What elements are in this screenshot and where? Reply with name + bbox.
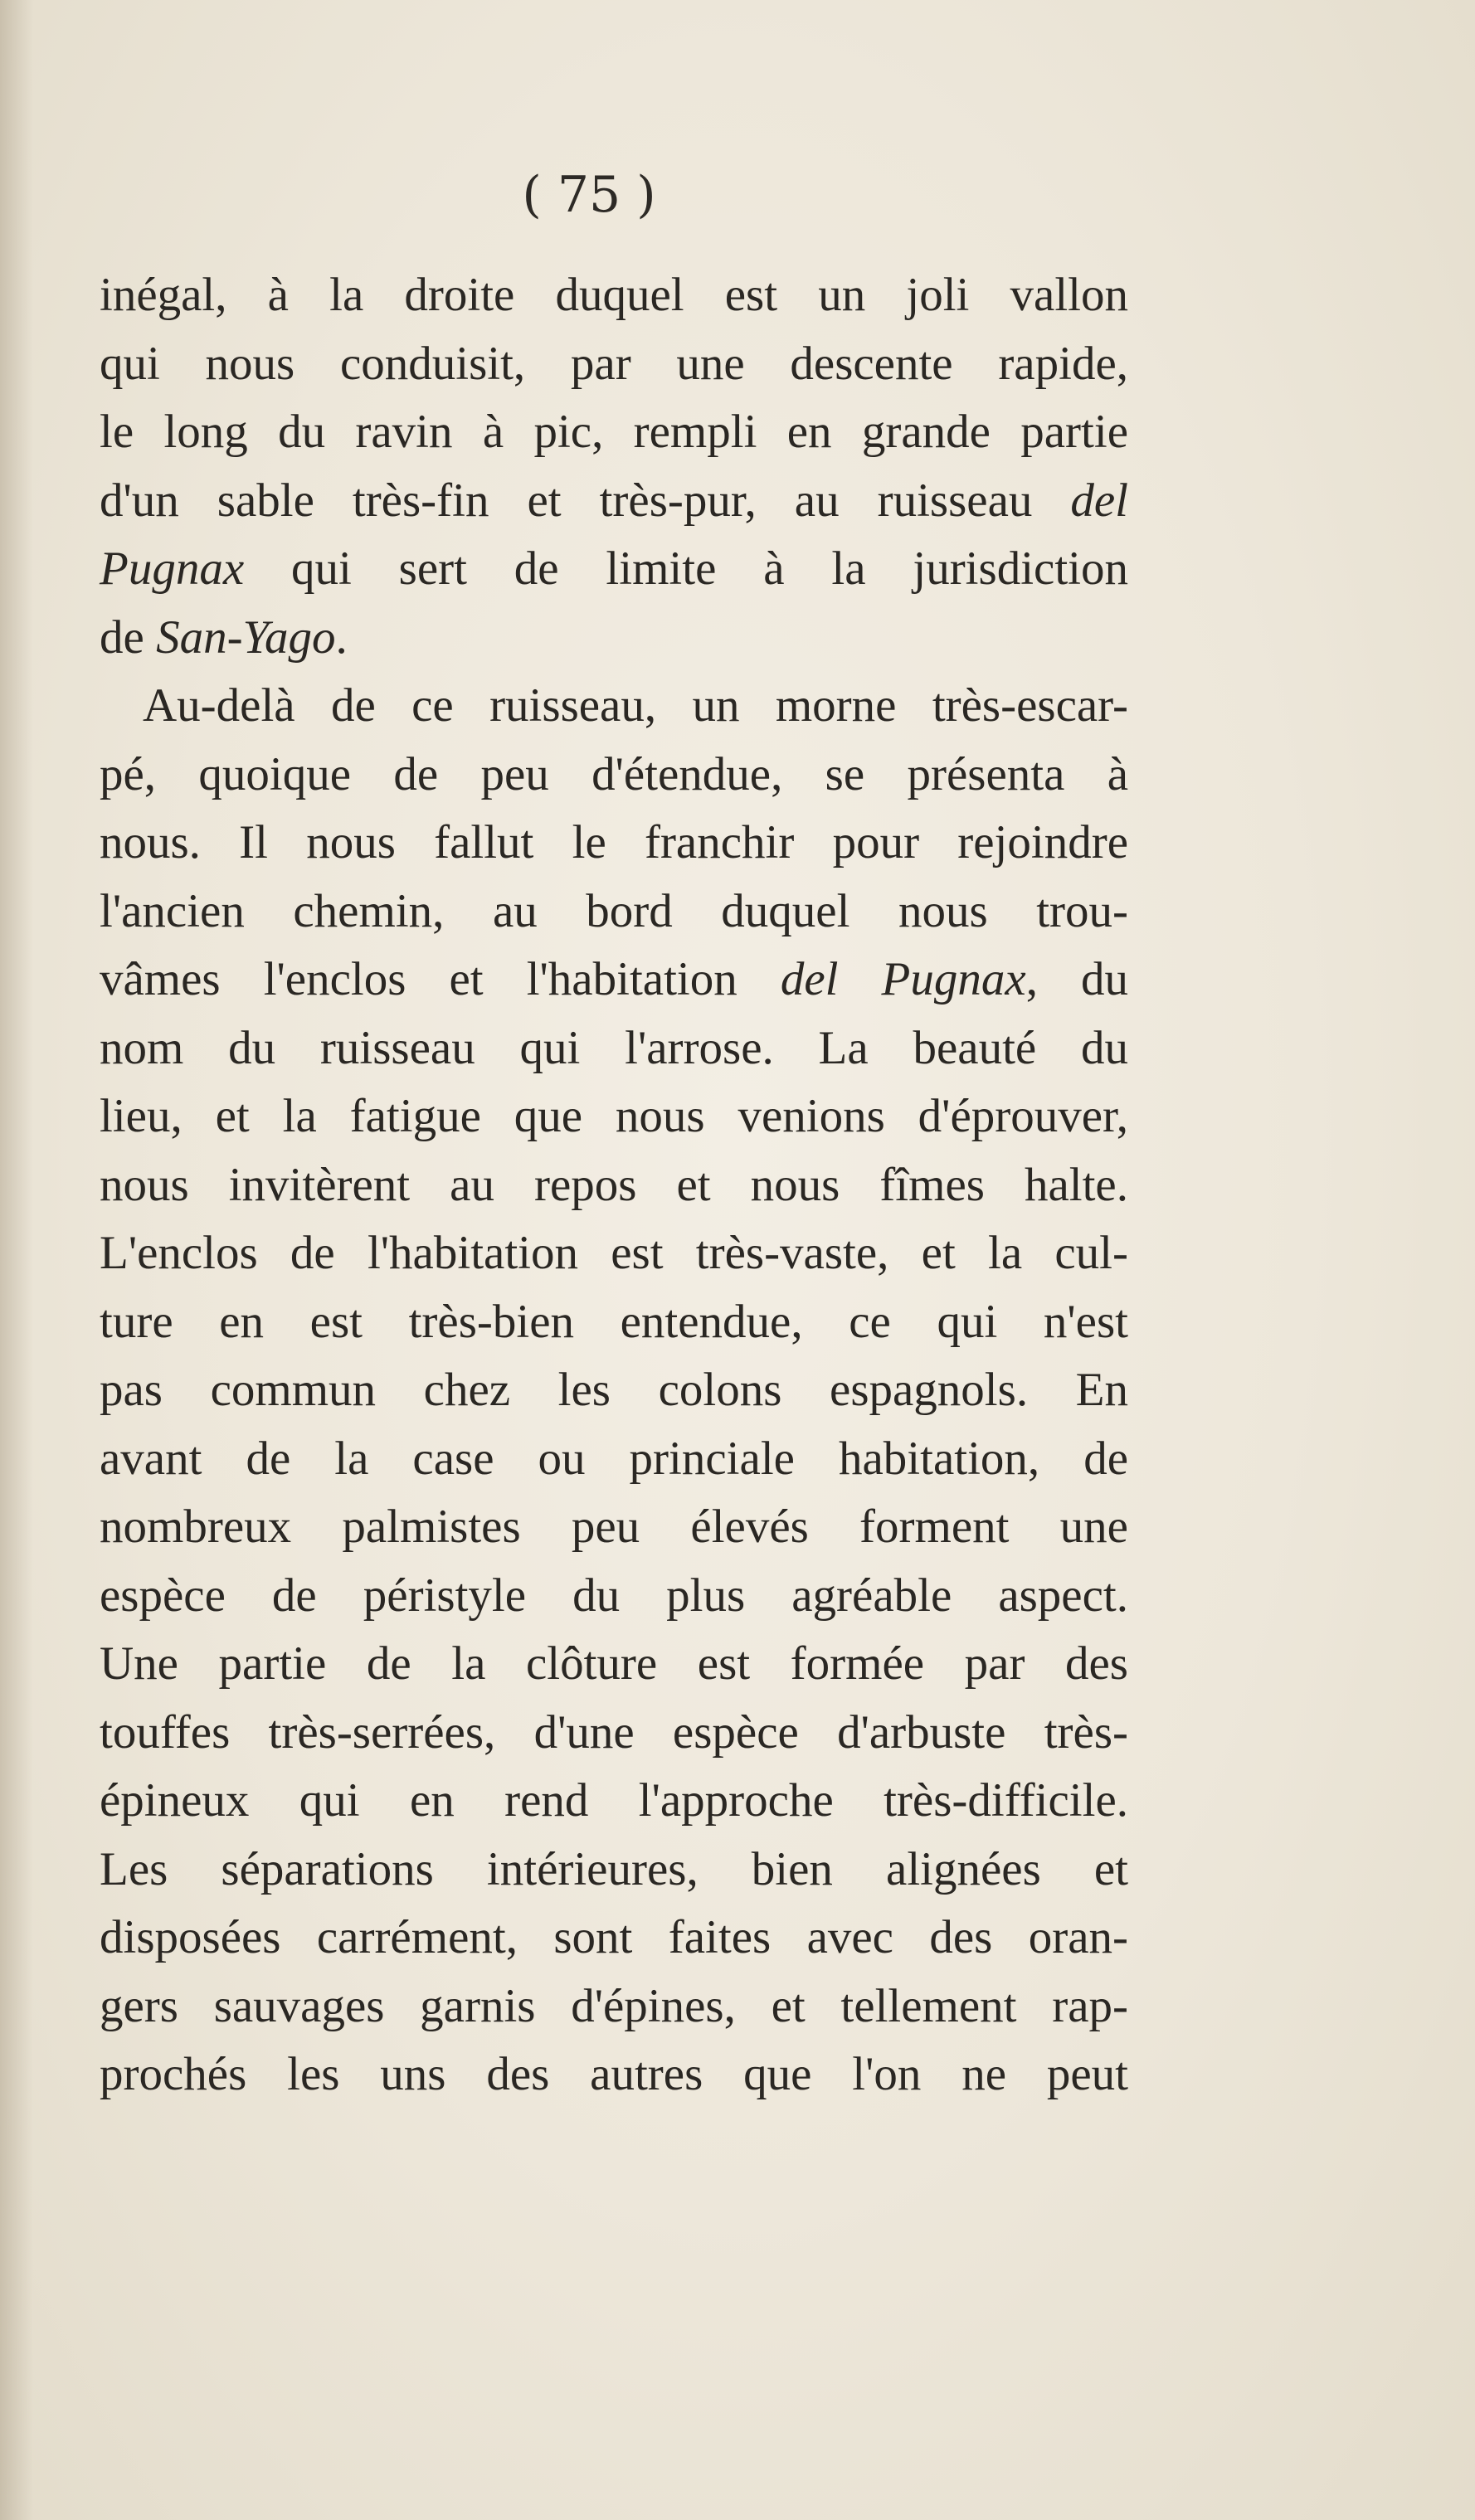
italic-place-name: del Pugnax [780, 953, 1026, 1005]
italic-place-name: San-Yago [156, 611, 336, 664]
text-line: nous invitèrent au repos et nous fîmes halte. [100, 1158, 1128, 1211]
text-line: ture en est très-bien entendue, ce qui n'est [100, 1295, 1128, 1348]
text-line: disposées carrément, sont faites avec des oran- [100, 1911, 1128, 1963]
text-line [100, 467, 1128, 536]
page-edge-shadow [0, 0, 33, 2520]
text-line: espèce de péristyle du plus agréable aspect. [100, 1569, 1128, 1622]
text-segment: de [100, 611, 157, 664]
text-line: lieu, et la fatigue que nous venions d'éprouver, [100, 1090, 1128, 1142]
text-line [100, 946, 1128, 1014]
text-line: touffes très-serrées, d'une espèce d'arbuste très- [100, 1705, 1128, 1759]
text-line: avant de la case ou princiale habitation, de [100, 1432, 1128, 1485]
body-text [100, 261, 1128, 2109]
italic-place-name: del [1070, 474, 1128, 527]
text-line: le long du ravin à pic, rempli en grande partie [100, 406, 1128, 458]
text-line: Les séparations intérieures, bien alignées et [100, 1842, 1128, 1895]
text-line: inégal, à la droite duquel est un joli vallon [100, 269, 1128, 321]
text-segment: qui sert de limite à la jurisdiction [244, 542, 1128, 595]
text-line: Au-delà de ce ruisseau, un morne très-escar- [143, 679, 1128, 732]
text-line: nombreux palmistes peu élevés forment une [100, 1501, 1128, 1553]
text-line: Une partie de la clôture est formée par des [100, 1637, 1128, 1690]
text-line: l'ancien chemin, au bord duquel nous trou- [100, 884, 1128, 937]
text-line: épineux qui en rend l'approche très-difficile. [100, 1774, 1128, 1827]
text-line: pas commun chez les colons espagnols. En [100, 1364, 1128, 1416]
text-line [100, 535, 1128, 604]
text-line: L'enclos de l'habitation est très-vaste, et la cul- [100, 1227, 1128, 1279]
text-line: pé, quoique de peu d'étendue, se présenta à [100, 747, 1128, 800]
text-line: gers sauvages garnis d'épines, et tellement rap- [100, 1979, 1128, 2032]
text-line: prochés les uns des autres que l'on ne peut [100, 2048, 1128, 2100]
text-segment: d'un sable très-fin et très-pur, au ruisseau [100, 474, 1071, 527]
text-segment: , du [1025, 953, 1129, 1005]
text-line: nous. Il nous fallut le franchir pour rejoindre [100, 816, 1128, 868]
page-number: ( 75 ) [522, 166, 656, 224]
text-segment: vâmes l'enclos et l'habitation [100, 953, 781, 1005]
italic-place-name: Pugnax [100, 542, 245, 595]
text-segment: . [335, 611, 348, 664]
text-line: nom du ruisseau qui l'arrose. La beauté du [100, 1021, 1128, 1074]
text-line: qui nous conduisit, par une descente rapide, [100, 337, 1128, 390]
text-line [100, 604, 1128, 673]
